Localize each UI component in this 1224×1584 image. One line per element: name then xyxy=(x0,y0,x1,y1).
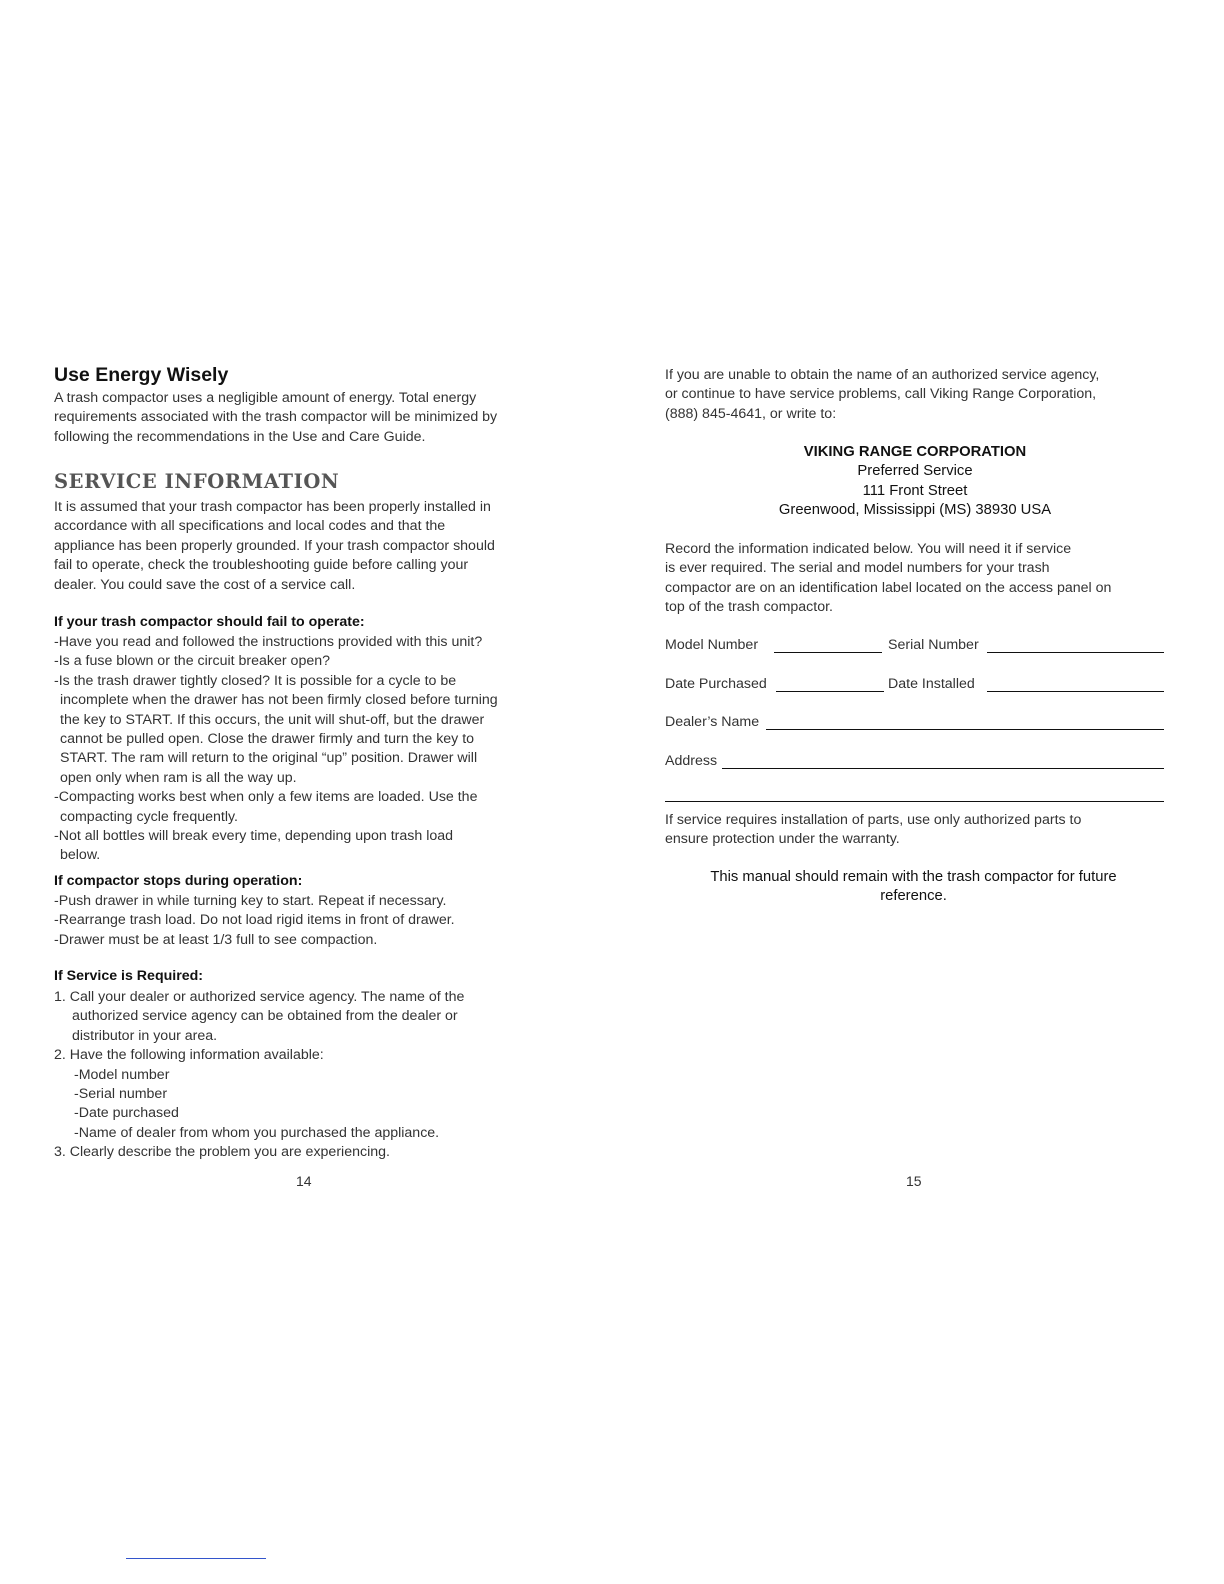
page-number-left: 14 xyxy=(296,1173,312,1189)
text-line: This manual should remain with the trash compactor for future xyxy=(710,869,1117,885)
text-line: reference. xyxy=(880,888,947,905)
list-item: the key to START. If this occurs, the unit will shut-off, but the drawer xyxy=(60,711,485,728)
energy-paragraph xyxy=(54,389,497,447)
address-block xyxy=(665,443,1165,521)
list-item: distributor in your area. xyxy=(72,1027,218,1044)
service-paragraph xyxy=(54,498,495,595)
page-number-right: 15 xyxy=(906,1173,922,1189)
text-line: If you are unable to obtain the name of an authorized service agency, xyxy=(665,367,1100,383)
department: Preferred Service xyxy=(857,463,973,480)
serial-number-line[interactable] xyxy=(987,652,1164,653)
text-line: accordance with all specifications and local codes and that the xyxy=(54,518,446,535)
compactor-stops-list xyxy=(54,892,455,950)
list-item: 2. Have the following information available: xyxy=(54,1047,324,1064)
text-line: appliance has been properly grounded. If your trash compactor should xyxy=(54,537,495,554)
list-item: -Drawer must be at least 1/3 full to see compaction. xyxy=(54,931,378,948)
service-required-heading: If Service is Required: xyxy=(54,968,204,984)
list-item: -Name of dealer from whom you purchased the appliance. xyxy=(74,1124,440,1141)
list-item: -Rearrange trash load. Do not load rigid items in front of drawer. xyxy=(54,912,455,929)
dealers-name-line[interactable] xyxy=(766,729,1164,730)
model-number-label: Model Number xyxy=(665,637,759,653)
list-item: 3. Clearly describe the problem you are experiencing. xyxy=(54,1144,390,1161)
list-item: -Model number xyxy=(74,1066,170,1083)
list-item: incomplete when the drawer has not been firmly closed before turning xyxy=(60,692,498,709)
text-line: dealer. You could save the cost of a service call. xyxy=(54,576,356,593)
list-item: -Not all bottles will break every time, depending upon trash load xyxy=(54,828,454,845)
address-line[interactable] xyxy=(722,768,1164,769)
manual-note xyxy=(665,868,1162,907)
address-line-2[interactable] xyxy=(665,801,1164,802)
address-label: Address xyxy=(665,753,718,769)
list-item: cannot be pulled open. Close the drawer firmly and turn the key to xyxy=(60,731,475,748)
list-item: START. The ram will return to the original “up” position. Drawer will xyxy=(60,750,478,767)
fail-to-operate-list xyxy=(54,633,498,866)
text-line: ensure protection under the warranty. xyxy=(665,831,900,848)
text-line: compactor are on an identification label located on the access panel on xyxy=(665,579,1112,596)
text-line: following the recommendations in the Use and Care Guide. xyxy=(54,428,426,445)
list-item: -Compacting works best when only a few items are loaded. Use the xyxy=(54,789,478,806)
service-information-heading: SERVICE INFORMATION xyxy=(54,470,340,493)
text-line: Record the information indicated below. You will need it if service xyxy=(665,541,1072,557)
text-line: or continue to have service problems, call Viking Range Corporation, xyxy=(665,386,1097,403)
text-line: top of the trash compactor. xyxy=(665,599,833,616)
street-address: 111 Front Street xyxy=(862,482,968,499)
serial-number-label: Serial Number xyxy=(888,637,979,653)
compactor-stops-heading: If compactor stops during operation: xyxy=(54,873,303,889)
date-purchased-line[interactable] xyxy=(776,691,884,692)
parts-paragraph xyxy=(665,811,1081,850)
text-line: It is assumed that your trash compactor has been properly installed in xyxy=(54,499,491,515)
list-item: -Is the trash drawer tightly closed? It is possible for a cycle to be xyxy=(54,672,457,689)
city-state-zip: Greenwood, Mississippi (MS) 38930 USA xyxy=(778,502,1052,519)
fail-to-operate-heading: If your trash compactor should fail to operate: xyxy=(54,614,365,630)
list-item: authorized service agency can be obtained from the dealer or xyxy=(72,1008,458,1025)
list-item: -Have you read and followed the instructions provided with this unit? xyxy=(54,634,483,650)
list-item: -Is a fuse blown or the circuit breaker open? xyxy=(54,653,331,670)
text-line: A trash compactor uses a negligible amount of energy. Total energy xyxy=(54,390,477,406)
list-item: -Serial number xyxy=(74,1086,168,1103)
company-name: VIKING RANGE CORPORATION xyxy=(803,444,1027,460)
text-line: (888) 845-4641, or write to: xyxy=(665,405,837,422)
list-item: -Date purchased xyxy=(74,1105,179,1122)
model-number-line[interactable] xyxy=(774,652,882,653)
list-item: below. xyxy=(60,847,101,864)
date-installed-label: Date Installed xyxy=(888,676,975,692)
energy-heading: Use Energy Wisely xyxy=(54,364,229,386)
date-purchased-label: Date Purchased xyxy=(665,676,767,692)
list-item: open only when ram is all the way up. xyxy=(60,769,297,786)
text-line: requirements associated with the trash compactor will be minimized by xyxy=(54,409,498,426)
list-item: 1. Call your dealer or authorized service agency. The name of the xyxy=(54,989,465,1005)
intro-paragraph xyxy=(665,366,1099,424)
text-line: is ever required. The serial and model numbers for your trash xyxy=(665,560,1050,577)
list-item: -Push drawer in while turning key to start. Repeat if necessary. xyxy=(54,893,447,909)
date-installed-line[interactable] xyxy=(987,691,1164,692)
text-line: If service requires installation of parts, use only authorized parts to xyxy=(665,812,1082,828)
list-item: compacting cycle frequently. xyxy=(60,808,238,825)
record-paragraph xyxy=(665,540,1111,618)
text-line: fail to operate, check the troubleshooting guide before calling your xyxy=(54,557,469,574)
footer-link-underline xyxy=(126,1558,266,1559)
service-required-list xyxy=(54,988,464,1163)
dealers-name-label: Dealer’s Name xyxy=(665,714,760,730)
